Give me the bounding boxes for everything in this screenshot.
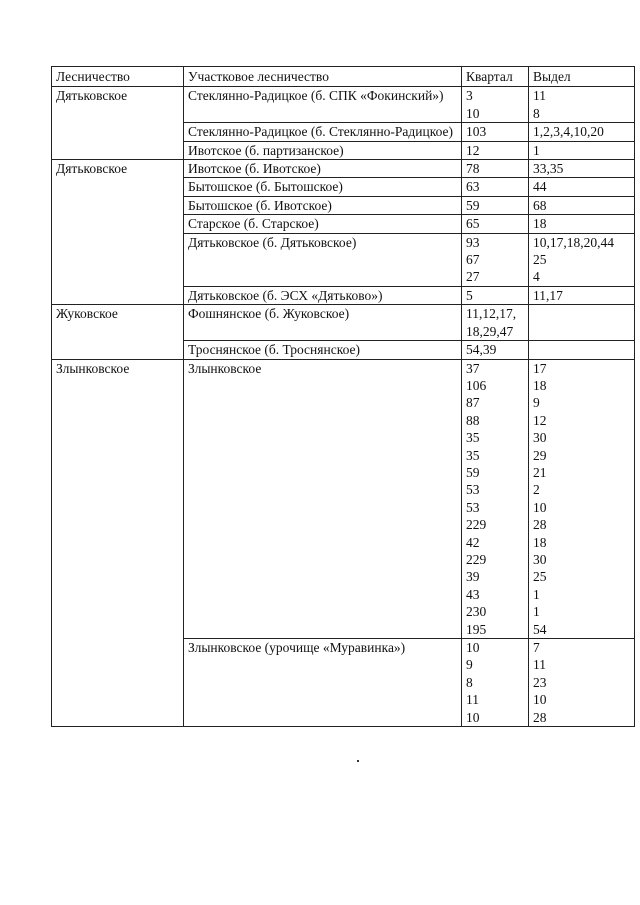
section-cell — [529, 305, 635, 341]
forestry-cell: Злынковское — [52, 359, 184, 727]
section-cell — [529, 215, 635, 233]
forestry-cell: Дятьковское — [52, 87, 184, 160]
district-cell: Ивотское (б. партизанское) — [184, 141, 462, 159]
section-cell — [529, 639, 635, 727]
section-value: 8 — [533, 105, 540, 121]
section-value: 28 — [533, 709, 547, 725]
district-cell: Злынковское (урочище «Муравинка») — [184, 639, 462, 727]
section-cell — [529, 87, 635, 123]
district-cell: Дятьковское (б. Дятьковское) — [184, 233, 462, 286]
block-value: 8 — [466, 674, 473, 690]
section-value: 18 — [533, 216, 547, 232]
section-value: 44 — [533, 179, 547, 195]
block-cell — [462, 160, 529, 178]
section-cell — [529, 359, 635, 639]
section-value: 25 — [533, 569, 547, 585]
block-value: 3 — [466, 88, 473, 104]
section-value: 10 — [533, 692, 547, 708]
section-value: 1,2,3,4,10,20 — [533, 124, 604, 140]
block-value: 59 — [466, 197, 480, 213]
header-forestry: Лесничество — [52, 67, 184, 87]
section-cell — [529, 233, 635, 286]
block-value: 53 — [466, 499, 480, 515]
table-row — [52, 359, 635, 639]
section-value: 10 — [533, 499, 547, 515]
block-value: 87 — [466, 395, 480, 411]
block-value: 39 — [466, 569, 480, 585]
section-cell — [529, 141, 635, 159]
block-cell — [462, 123, 529, 141]
header-district: Участковое лесничество — [184, 67, 462, 87]
section-value: 21 — [533, 464, 547, 480]
block-value: 10 — [466, 709, 480, 725]
section-value: 1 — [533, 142, 540, 158]
block-value: 27 — [466, 269, 480, 285]
table-row — [52, 305, 635, 341]
block-cell — [462, 233, 529, 286]
block-value: 9 — [466, 657, 473, 673]
district-cell: Ивотское (б. Ивотское) — [184, 160, 462, 178]
block-cell — [462, 305, 529, 341]
block-value: 195 — [466, 621, 487, 637]
block-value: 65 — [466, 216, 480, 232]
section-value: 54 — [533, 621, 547, 637]
block-value: 53 — [466, 482, 480, 498]
section-value: 1 — [533, 586, 540, 602]
block-value: 78 — [466, 161, 480, 177]
table-header-row — [52, 67, 635, 87]
district-cell: Стеклянно-Радицкое (б. Стеклянно-Радицкое) — [184, 123, 462, 141]
section-value: 7 — [533, 640, 540, 655]
section-value: 18 — [533, 534, 547, 550]
block-value: 88 — [466, 412, 480, 428]
block-cell — [462, 639, 529, 727]
section-cell — [529, 286, 635, 304]
header-section: Выдел — [529, 67, 635, 87]
block-cell — [462, 341, 529, 359]
section-value: 30 — [533, 551, 547, 567]
section-value: 29 — [533, 447, 547, 463]
section-value: 18 — [533, 377, 547, 393]
block-value: 5 — [466, 287, 473, 303]
section-value: 17 — [533, 360, 547, 376]
district-cell: Стеклянно-Радицкое (б. СПК «Фокинский») — [184, 87, 462, 123]
section-cell — [529, 160, 635, 178]
forestry-cell: Жуковское — [52, 305, 184, 359]
block-value: 11,12,17, — [466, 306, 517, 322]
block-cell — [462, 359, 529, 639]
section-value: 11,17 — [533, 287, 563, 303]
scan-speck — [357, 760, 359, 762]
block-value: 18,29,47 — [466, 323, 514, 339]
block-value: 35 — [466, 430, 480, 446]
block-value: 35 — [466, 447, 480, 463]
section-value: 33,35 — [533, 161, 564, 177]
block-value: 54,39 — [466, 342, 497, 358]
block-value: 43 — [466, 586, 480, 602]
district-cell: Бытошское (б. Бытошское) — [184, 178, 462, 196]
block-cell — [462, 141, 529, 159]
forestry-table — [51, 66, 635, 727]
district-cell: Старское (б. Старское) — [184, 215, 462, 233]
block-value: 93 — [466, 234, 480, 250]
block-value: 63 — [466, 179, 480, 195]
table-row — [52, 87, 635, 123]
section-value: 25 — [533, 252, 547, 268]
block-cell — [462, 196, 529, 214]
section-value: 11 — [533, 657, 546, 673]
section-value: 68 — [533, 197, 547, 213]
block-cell — [462, 215, 529, 233]
block-value: 11 — [466, 692, 479, 708]
block-cell — [462, 87, 529, 123]
block-value: 229 — [466, 517, 487, 533]
section-value: 11 — [533, 88, 546, 104]
section-value: 1 — [533, 604, 540, 620]
block-value: 230 — [466, 604, 487, 620]
section-value: 9 — [533, 395, 540, 411]
district-cell: Дятьковское (б. ЭСХ «Дятьково») — [184, 286, 462, 304]
table-row — [52, 160, 635, 178]
district-cell: Фошнянское (б. Жуковское) — [184, 305, 462, 341]
block-value: 10 — [466, 640, 480, 655]
section-value: 2 — [533, 482, 540, 498]
section-value: 30 — [533, 430, 547, 446]
section-value: 10,17,18,20,44 — [533, 234, 614, 250]
block-cell — [462, 286, 529, 304]
section-cell — [529, 196, 635, 214]
block-value: 42 — [466, 534, 480, 550]
section-cell — [529, 178, 635, 196]
block-cell — [462, 178, 529, 196]
block-value: 10 — [466, 105, 480, 121]
forestry-cell: Дятьковское — [52, 160, 184, 305]
section-value: 28 — [533, 517, 547, 533]
section-value: 23 — [533, 674, 547, 690]
section-value: 12 — [533, 412, 547, 428]
block-value: 67 — [466, 252, 480, 268]
block-value: 12 — [466, 142, 480, 158]
section-cell — [529, 341, 635, 359]
district-cell: Бытошское (б. Ивотское) — [184, 196, 462, 214]
section-cell — [529, 123, 635, 141]
section-value: 4 — [533, 269, 540, 285]
block-value: 59 — [466, 464, 480, 480]
block-value: 106 — [466, 377, 487, 393]
block-value: 37 — [466, 360, 480, 376]
block-value: 103 — [466, 124, 487, 140]
district-cell: Злынковское — [184, 359, 462, 639]
header-block: Квартал — [462, 67, 529, 87]
block-value: 229 — [466, 551, 487, 567]
table-body — [52, 87, 635, 727]
district-cell: Троснянское (б. Троснянское) — [184, 341, 462, 359]
